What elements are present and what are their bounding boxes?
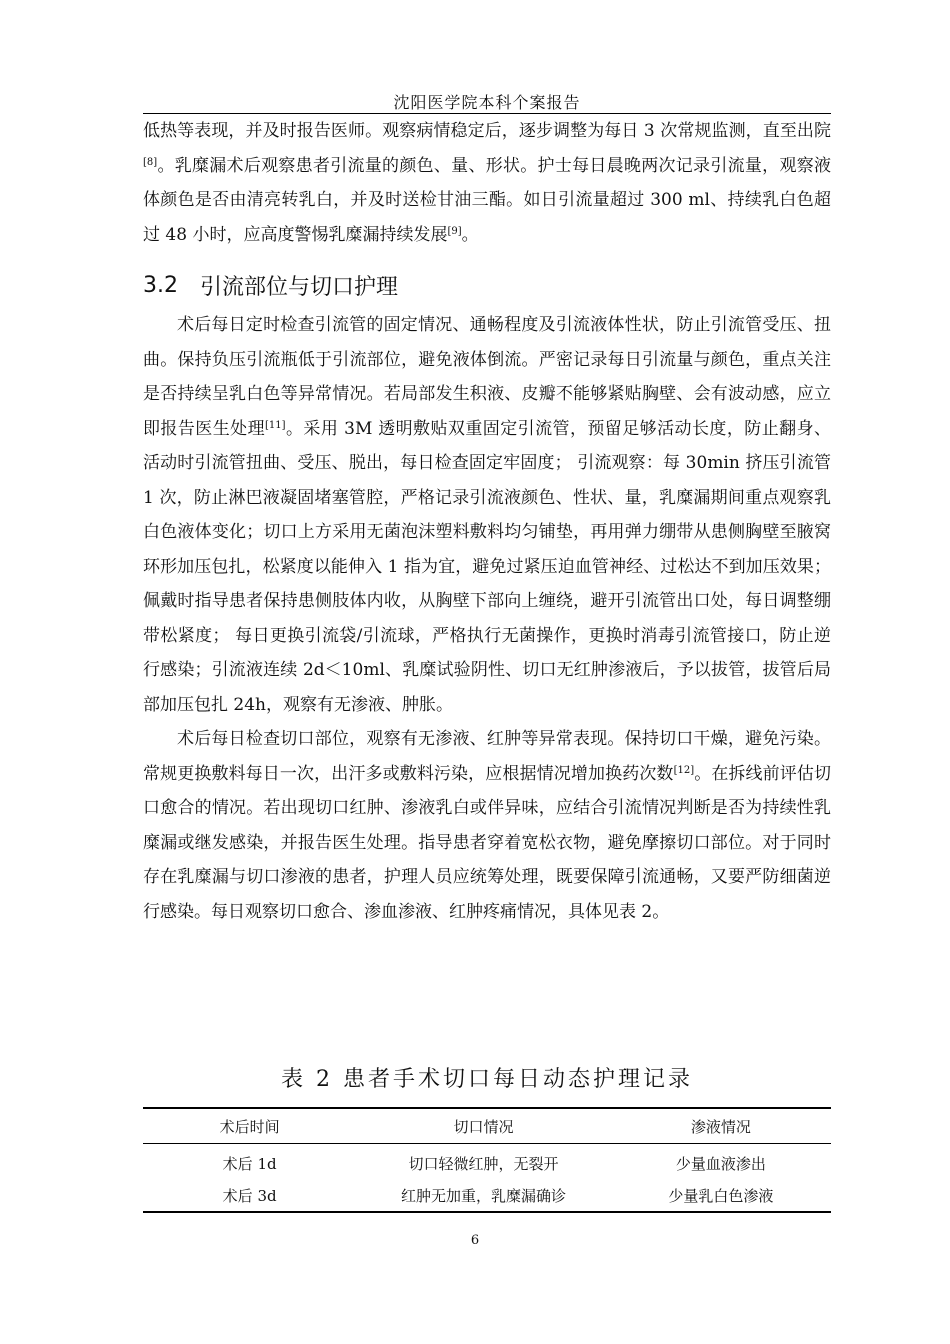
column-header: 术后时间: [219, 1117, 280, 1136]
table-cell: 红肿无加重，乳糜漏确诊: [401, 1186, 567, 1205]
citation: [9]: [447, 225, 462, 237]
section-heading: [143, 262, 831, 308]
section-title: 引流部位与切口护理: [200, 274, 399, 300]
table-row: [143, 1144, 831, 1180]
table-cell: 少量乳白色渗液: [668, 1186, 774, 1205]
paragraph-text: 术后每日检查切口部位，观察有无渗液、红肿等异常表现。保持切口干燥，避免污染。常规更换敷料每日一次，出汗多或敷料污染，应根据情况增加换药次数: [143, 729, 831, 784]
running-header: 沈阳医学院本科个案报告: [393, 93, 581, 112]
table-cell: 术后 3d: [222, 1186, 277, 1205]
paragraph-text: 低热等表现，并及时报告医师。观察病情稳定后，逐步调整为每日 3 次常规监测，直至出院: [143, 121, 831, 141]
citation: [8]: [143, 156, 158, 168]
table-cell: 术后 1d: [222, 1154, 277, 1173]
paragraph-text: 。在拆线前评估切口愈合的情况。若出现切口红肿、渗液乳白或伴异味，应结合引流情况判断是否为持续性乳糜漏或继发感染，并报告医生处理。指导患者穿着宽松衣物，避免摩擦切口部位。对于同时存在乳糜漏与切口渗液的患者，护理人员应统筹处理，既要保障引流通畅，又要严防细菌逆行感染。每日观察切口愈合、渗血渗液、红肿疼痛情况，具体见表 2。: [143, 763, 832, 922]
table-cell: 切口轻微红肿，无裂开: [408, 1154, 559, 1173]
table-caption: 表 2 患者手术切口每日动态护理记录: [281, 1067, 693, 1092]
column-header: 渗液情况: [690, 1117, 751, 1136]
body-text: [143, 114, 831, 929]
paragraph-2: [143, 308, 831, 722]
citation: [12]: [673, 764, 695, 776]
paragraph-text: 术后每日定时检查引流管的固定情况、通畅程度及引流液体性状，防止引流管受压、扭曲。保持负压引流瓶低于引流部位，避免液体倒流。严密记录每日引流量与颜色，重点关注是否持续呈乳白色等异常情况。若局部发生积液、皮瓣不能够紧贴胸壁、会有波动感，应立即报告医生处理: [143, 315, 831, 439]
table-header-row: [143, 1108, 831, 1144]
table-cell: 少量血液渗出: [675, 1154, 766, 1173]
paragraph-3: [143, 722, 831, 929]
nursing-record-table: [143, 1107, 831, 1213]
paragraph-text: 。采用 3M 透明敷贴双重固定引流管，预留足够活动长度，防止翻身、活动时引流管扭曲、受压、脱出，每日检查固定牢固度； 引流观察：每 30min 挤压引流管 1 次，防止淋巴液凝固堵塞管腔，严格记录引流液颜色、性状、量，乳糜漏期间重点观察乳白色液体变化；切口上方采用无菌泡沫塑料敷料均匀铺垫，再用弹力绷带从患侧胸壁至腋窝环形加压包扎，松紧度以能伸入 1 指为宜，避免过紧压迫血管神经、过松达不到加压效果；佩戴时指导患者保持患侧肢体内收，从胸壁下部向上缠绕，避开引流管出口处，每日调整绷带松紧度； 每日更换引流袋/引流球，严格执行无菌操作，更换时消毒引流管接口，防止逆行感染；引流液连续 2d＜10ml、乳糜试验阴性、切口无红肿渗液后，予以拔管，拔管后局部加压包扎 24h，观察有无渗液、肿胀。: [143, 418, 832, 715]
table-row: [143, 1179, 831, 1212]
section-number: 3.2: [143, 272, 178, 298]
paragraph-1: [143, 114, 831, 252]
citation: [11]: [265, 419, 286, 431]
paragraph-text: 。: [461, 224, 479, 245]
paragraph-text: 。乳糜漏术后观察患者引流量的颜色、量、形状。护士每日晨晚两次记录引流量，观察液体颜色是否由清亮转乳白，并及时送检甘油三酯。如日引流量超过 300 ml、持续乳白色超过 48 小时，应高度警惕乳糜漏持续发展: [143, 155, 831, 245]
page-number: 6: [470, 1233, 480, 1248]
column-header: 切口情况: [453, 1117, 514, 1136]
